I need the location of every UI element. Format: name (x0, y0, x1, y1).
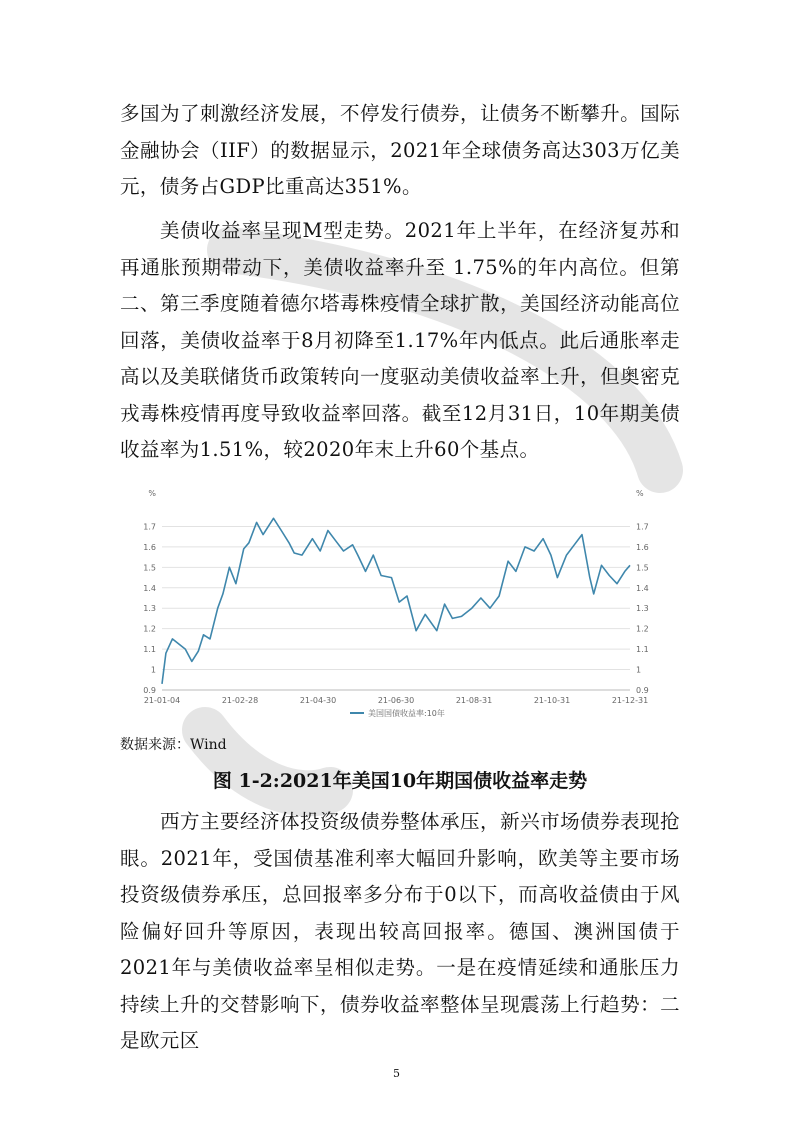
y-tick-label-right: 1.5 (636, 563, 649, 573)
page-number: 5 (393, 1067, 400, 1080)
y-tick-label-left: 1.6 (143, 542, 156, 552)
y-tick-label-left: 1.2 (143, 624, 156, 634)
figure-caption: 图 1-2:2021年美国10年期国债收益率走势 (212, 770, 588, 792)
series-line-us-10y (162, 518, 630, 684)
x-tick-label: 21-10-31 (533, 696, 571, 705)
y-tick-label-right: 1.3 (636, 604, 649, 614)
paragraph-bond-markets: 西方主要经济体投资级债券整体承压，新兴市场债券表现抢眼。2021年，受国债基准利率大幅回升影响，欧美等主要市场投资级债券承压，总回报率多分布于0以下，而高收益债由于风险偏好回升等原因，表现出较高回报率。德国、澳洲国债于2021年与美债收益率呈相似走势。一是在疫情延续和通胀压力持续上升的交替影响下，债券收益率整体呈现震荡上行趋势：二是欧元区 (120, 810, 680, 1052)
data-source: 数据来源：Wind (120, 737, 227, 753)
y-tick-label-right: 1.4 (636, 583, 649, 593)
yield-line-chart (120, 484, 666, 730)
y-tick-label-left: 1.3 (143, 604, 156, 614)
y-tick-label-left: 0.9 (143, 686, 156, 695)
unit-left: % (148, 489, 156, 498)
yield-chart (120, 484, 666, 730)
unit-right: % (636, 489, 644, 498)
y-tick-label-right: 0.9 (636, 686, 649, 695)
y-tick-label-right: 1.7 (636, 522, 649, 532)
x-tick-label: 21-08-31 (455, 696, 493, 705)
y-tick-label-right: 1.1 (636, 645, 649, 655)
y-tick-label-left: 1.5 (143, 563, 156, 573)
paragraph-us-treasury-yield: 美债收益率呈现M型走势。2021年上半年，在经济复苏和再通胀预期带动下，美债收益率升至 1.75%的年内高位。但第二、第三季度随着德尔塔毒株疫情全球扩散，美国经济动能高位回落，美债收益率于8月初降至1.17%年内低点。此后通胀率走高以及美联储货币政策转向一度驱动美债收益率上升，但奥密克戎毒株疫情再度导致收益率回落。截至12月31日，10年期美债收益率为1.51%，较2020年末上升60个基点。 (120, 219, 680, 461)
y-tick-label-right: 1 (636, 665, 642, 675)
y-tick-label-left: 1.4 (143, 583, 156, 593)
paragraph-global-debt: 多国为了刺激经济发展，不停发行债券，让债务不断攀升。国际金融协会（IIF）的数据显示，2021年全球债务高达303万亿美元，债务占GDP比重高达351%。 (120, 102, 680, 198)
y-tick-label-right: 1.6 (636, 542, 649, 552)
y-tick-label-left: 1.1 (143, 645, 156, 655)
y-tick-label-left: 1.7 (143, 522, 156, 532)
x-tick-label: 21-12-31 (611, 696, 649, 705)
x-tick-label: 21-02-28 (221, 696, 259, 705)
y-tick-label-right: 1.2 (636, 624, 649, 634)
x-tick-label: 21-06-30 (377, 696, 415, 705)
legend-label: 美国国债收益率:10年 (368, 709, 445, 718)
x-tick-label: 21-01-04 (143, 696, 181, 705)
x-tick-label: 21-04-30 (299, 696, 337, 705)
y-tick-label-left: 1 (150, 665, 156, 675)
